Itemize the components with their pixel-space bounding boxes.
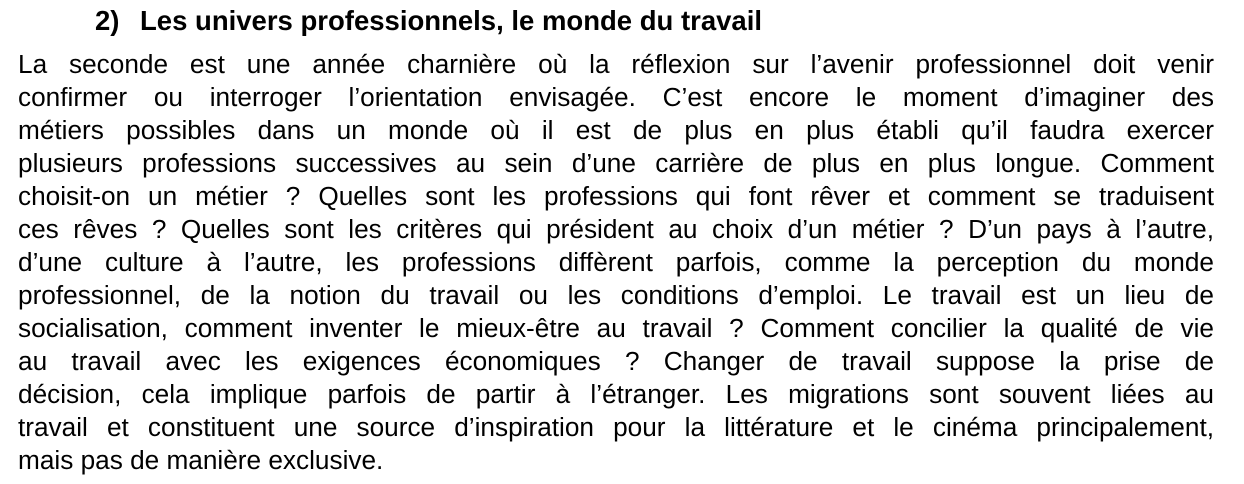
paragraph-line: socialisation, comment inventer le mieux-être au travail ? Comment concilier la qualité de vie [18,313,1214,343]
paragraph-line: travail et constituent une source d’inspiration pour la littérature et le cinéma principalement, [18,412,1214,442]
paragraph-line: La seconde est une année charnière où la réflexion sur l’avenir professionnel doit venir [18,49,1214,79]
paragraph-line: d’une culture à l’autre, les professions diffèrent parfois, comme la perception du monde [18,247,1214,277]
paragraph-line: décision, cela implique parfois de partir à l’étranger. Les migrations sont souvent liées au [18,379,1214,409]
paragraph-line: mais pas de manière exclusive. [18,445,384,475]
section-title: Les univers professionnels, le monde du travail [140,5,762,36]
body-paragraph [18,48,1214,477]
paragraph-line: choisit-on un métier ? Quelles sont les professions qui font rêver et comment se traduisent [18,181,1214,211]
paragraph-line: au travail avec les exigences économiques ? Changer de travail suppose la prise de [18,346,1214,376]
section-number: 2) [95,5,120,36]
paragraph-line: confirmer ou interroger l’orientation envisagée. C’est encore le moment d’imaginer des [18,82,1214,112]
paragraph-line: professionnel, de la notion du travail ou les conditions d’emploi. Le travail est un lieu de [18,280,1214,310]
paragraph-line: ces rêves ? Quelles sont les critères qui président au choix d’un métier ? D’un pays à l’autre, [18,214,1214,244]
paragraph-line: plusieurs professions successives au sein d’une carrière de plus en plus longue. Comment [18,148,1214,178]
section-heading [95,4,762,38]
paragraph-line: métiers possibles dans un monde où il est de plus en plus établi qu’il faudra exercer [18,115,1214,145]
